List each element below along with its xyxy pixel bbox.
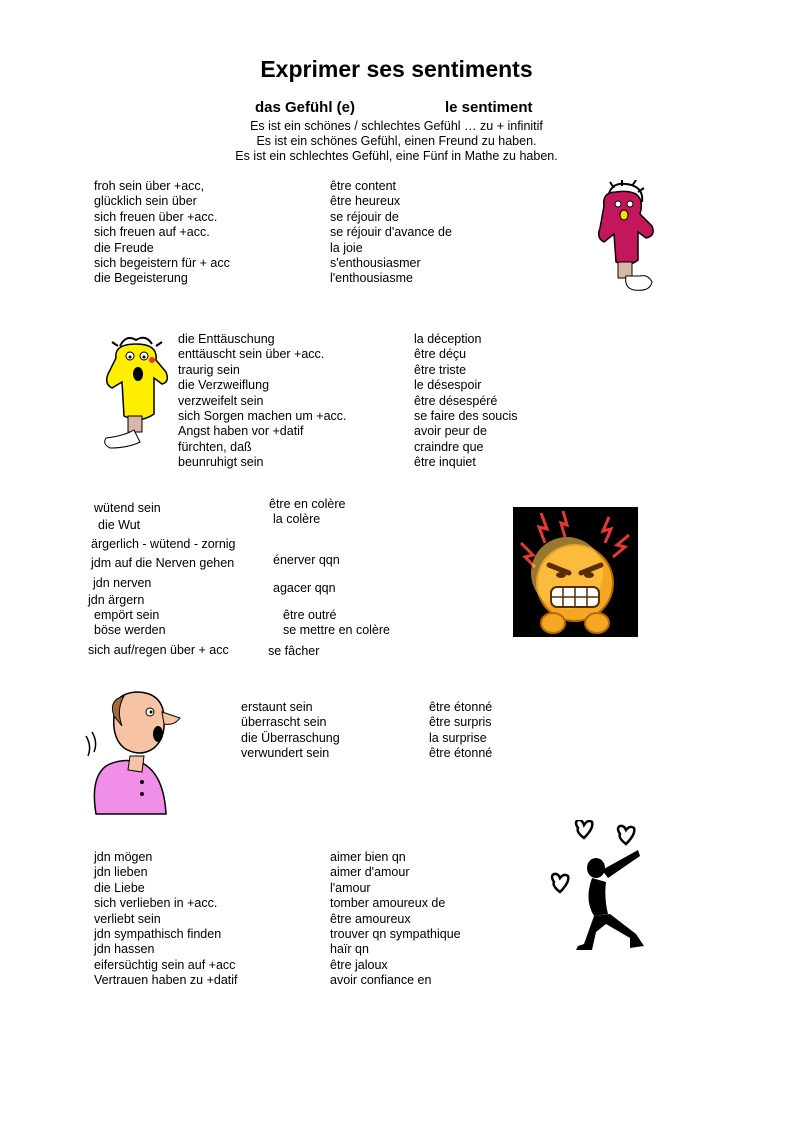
vocab-de: ärgerlich - wütend - zornig <box>91 537 236 551</box>
vocab-fr: être étonné <box>429 746 493 761</box>
vocab-de: sich auf/regen über + acc <box>88 643 229 657</box>
vocab-fr: être surpris <box>429 715 492 730</box>
page-title: Exprimer ses sentiments <box>260 56 533 82</box>
vocab-de: Vertrauen haben zu +datif <box>94 973 238 988</box>
vocab-de: die Begeisterung <box>94 271 188 286</box>
vocab-de: sich Sorgen machen um +acc. <box>178 409 347 424</box>
vocab-fr: être content <box>330 179 397 193</box>
vocab-de: jdn lieben <box>94 865 148 880</box>
vocab-de: überrascht sein <box>241 715 327 730</box>
vocab-de: sich freuen über +acc. <box>94 209 218 224</box>
sadness-french-list <box>414 332 518 471</box>
vocab-fr: être jaloux <box>330 957 388 972</box>
sad-puppet-icon <box>100 332 172 454</box>
vocab-de: glücklich sein über <box>94 194 197 209</box>
vocab-de: froh sein über +acc, <box>94 179 205 193</box>
vocab-fr: l'enthousiasme <box>330 271 413 286</box>
vocab-de: verwundert sein <box>241 746 330 761</box>
sadness-german-list <box>178 332 347 471</box>
vocab-de: fürchten, daß <box>178 439 252 454</box>
vocab-fr: se réjouir d'avance de <box>330 225 452 240</box>
surprise-french-list <box>429 700 492 762</box>
vocab-de: die Verzweiflung <box>178 378 270 393</box>
vocab-fr: la déception <box>414 332 482 346</box>
vocab-fr: se faire des soucis <box>414 409 518 424</box>
vocab-fr: tomber amoureux de <box>330 896 446 911</box>
vocab-fr: se mettre en colère <box>283 623 390 637</box>
vocab-de: die Liebe <box>94 880 145 895</box>
vocab-de: jdn mögen <box>94 850 153 864</box>
vocab-fr: la colère <box>273 512 321 526</box>
german-heading: das Gefühl (e) <box>255 99 356 116</box>
vocab-de: sich begeistern für + acc <box>94 256 230 271</box>
surprised-man-icon <box>84 686 184 820</box>
vocab-de: jdn hassen <box>94 942 155 957</box>
vocab-de: wütend sein <box>94 501 161 515</box>
vocab-fr: énerver qqn <box>273 553 340 567</box>
vocab-de: jdn sympathisch finden <box>94 927 222 942</box>
vocab-fr: être inquiet <box>414 455 476 470</box>
vocab-fr: être étonné <box>429 700 493 714</box>
vocab-de: sich verlieben in +acc. <box>94 896 218 911</box>
vocab-de: empört sein <box>94 608 160 622</box>
surprise-german-list <box>241 700 340 762</box>
example-line: Es ist ein schlechtes Gefühl, eine Fünf in Mathe zu haben. <box>235 149 558 163</box>
vocab-fr: agacer qqn <box>273 581 336 595</box>
joy-german-list <box>94 179 230 287</box>
vocab-de: traurig sein <box>178 362 240 377</box>
vocab-de: beunruhigt sein <box>178 455 264 470</box>
vocab-de: verliebt sein <box>94 911 161 926</box>
joy-french-list <box>330 179 452 287</box>
angry-smiley-icon <box>513 507 638 637</box>
vocab-de: böse werden <box>94 623 166 637</box>
vocab-de: enttäuscht sein über +acc. <box>178 347 325 362</box>
example-line: Es ist ein schönes Gefühl, einen Freund zu haben. <box>256 134 537 148</box>
love-german-list <box>94 850 238 989</box>
vocab-fr: se réjouir de <box>330 209 399 224</box>
vocab-de: jdn ärgern <box>88 593 145 607</box>
vocab-de: erstaunt sein <box>241 700 313 714</box>
vocab-de: die Wut <box>98 518 141 532</box>
vocab-fr: la joie <box>330 240 363 255</box>
vocab-fr: l'amour <box>330 880 371 895</box>
vocab-de: Angst haben vor +datif <box>178 424 304 439</box>
vocab-fr: être en colère <box>269 497 346 511</box>
vocab-de: eifersüchtig sein auf +acc <box>94 957 236 972</box>
vocab-fr: la surprise <box>429 730 487 745</box>
vocab-fr: aimer d'amour <box>330 865 410 880</box>
vocab-fr: être triste <box>414 362 467 377</box>
love-french-list <box>330 850 461 989</box>
vocab-fr: haïr qn <box>330 942 369 957</box>
vocab-fr: se fâcher <box>268 644 320 658</box>
vocab-de: jdm auf die Nerven gehen <box>91 556 235 570</box>
vocab-fr: avoir confiance en <box>330 973 432 988</box>
vocab-fr: être heureux <box>330 194 401 209</box>
vocab-fr: le désespoir <box>414 378 482 393</box>
vocab-fr: s'enthousiasmer <box>330 256 421 271</box>
vocab-fr: craindre que <box>414 439 484 454</box>
lover-silhouette-icon <box>548 820 650 952</box>
vocab-de: jdn nerven <box>93 576 152 590</box>
vocab-de: die Enttäuschung <box>178 332 275 346</box>
vocab-de: sich freuen auf +acc. <box>94 225 210 240</box>
french-heading: le sentiment <box>445 99 533 116</box>
vocab-fr: être déçu <box>414 347 467 362</box>
vocab-de: die Freude <box>94 240 154 255</box>
vocab-fr: être outré <box>283 608 337 622</box>
happy-puppet-icon <box>594 180 658 295</box>
vocab-fr: être amoureux <box>330 911 411 926</box>
example-line: Es ist ein schönes / schlechtes Gefühl … zu + infinitif <box>250 119 543 133</box>
vocab-fr: trouver qn sympathique <box>330 927 461 942</box>
vocab-fr: avoir peur de <box>414 424 487 439</box>
vocab-fr: être désespéré <box>414 393 498 408</box>
vocab-de: verzweifelt sein <box>178 393 264 408</box>
vocab-fr: aimer bien qn <box>330 850 406 864</box>
vocab-de: die Überraschung <box>241 730 340 745</box>
